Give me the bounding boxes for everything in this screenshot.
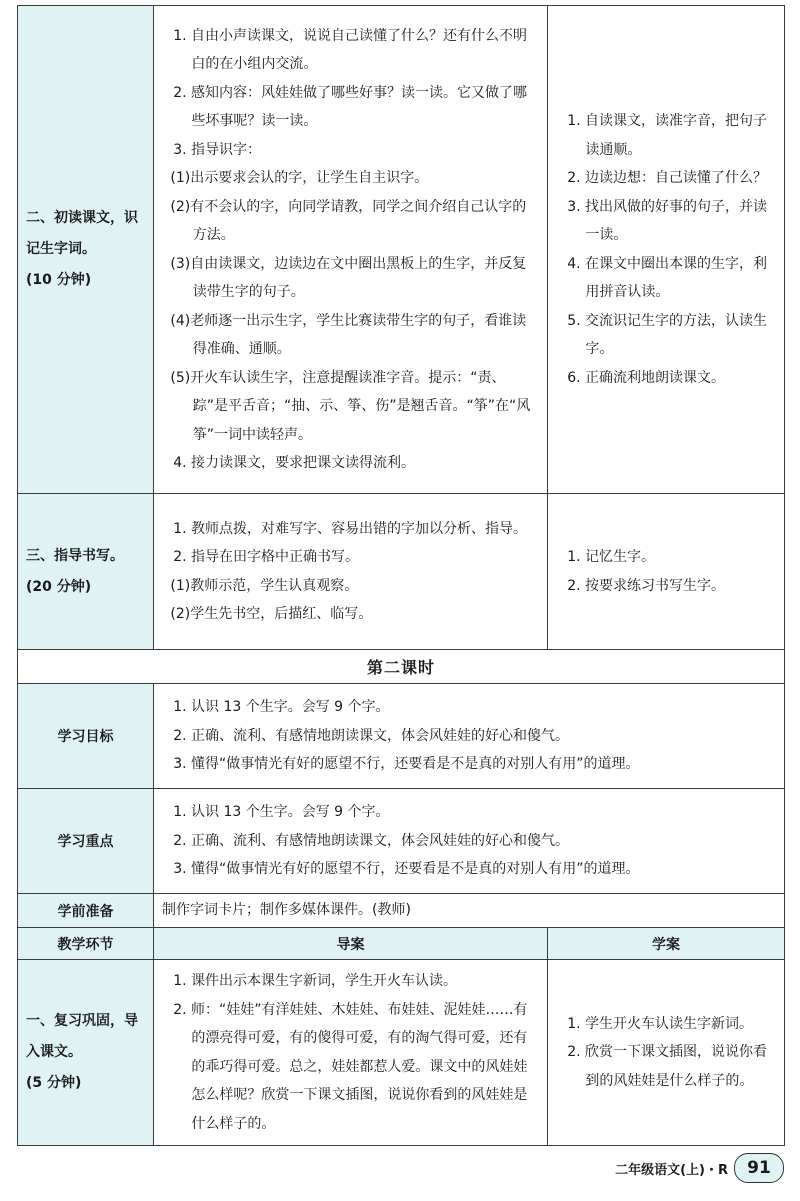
focus-label: 学习重点 bbox=[18, 789, 154, 894]
study-line: 2. 按要求练习书写生字。 bbox=[567, 577, 726, 594]
prep-row bbox=[18, 894, 785, 928]
section-2-row bbox=[18, 6, 785, 494]
focus-content bbox=[154, 789, 785, 894]
guide-line: 2. 指导在田字格中正确书写。 bbox=[173, 549, 360, 565]
focus-line: 2. 正确、流利、有感情地朗读课文，体会风娃娃的好心和傻气。 bbox=[173, 832, 570, 849]
header-guide: 导案 bbox=[154, 928, 548, 960]
study-line: 2. 边读边想：自己读懂了什么？ bbox=[567, 170, 768, 186]
study-line: 1. 自读课文，读准字音，把句子读通顺。 bbox=[567, 113, 768, 158]
lesson-2-title: 第二课时 bbox=[18, 650, 785, 684]
section-2-study bbox=[548, 6, 785, 494]
section-3-time: (20 分钟) bbox=[26, 578, 92, 595]
prep-label: 学前准备 bbox=[18, 894, 154, 928]
section-3-row bbox=[18, 494, 785, 650]
guide-subline: (1)教师示范，学生认真观察。 bbox=[170, 577, 359, 594]
guide-subline: (1)出示要求会认的字，让学生自主识字。 bbox=[170, 170, 429, 186]
page-number: 91 bbox=[734, 1153, 784, 1183]
section-1b-label bbox=[18, 960, 154, 1146]
goal-line: 3. 懂得“做事情光有好的愿望不行，还要看是不是真的对别人有用”的道理。 bbox=[173, 756, 640, 773]
lesson-plan-page bbox=[17, 5, 784, 1146]
guide-line: 1. 教师点拨，对难写字、容易出错的字加以分析、指导。 bbox=[173, 520, 528, 537]
section-1b-guide bbox=[154, 960, 548, 1146]
goal-line: 2. 正确、流利、有感情地朗读课文，体会风娃娃的好心和傻气。 bbox=[173, 727, 570, 744]
study-line: 1. 记忆生字。 bbox=[567, 549, 656, 565]
header-step: 教学环节 bbox=[18, 928, 154, 960]
guide-line: 2. 师：“娃娃”有洋娃娃、木娃娃、布娃娃、泥娃娃……有的漂亮得可爱，有的傻得可爱，有的淘气得可爱，还有的乖巧得可爱。总之，娃娃都惹人爱。课文中的风娃娃怎么样呢？欣赏一下课文插图，说说你看到的风娃娃是什么样子的。 bbox=[173, 1001, 528, 1132]
section-2-time: (10 分钟) bbox=[26, 272, 92, 288]
section-1b-row bbox=[18, 960, 785, 1146]
focus-row bbox=[18, 789, 785, 894]
goals-label: 学习目标 bbox=[18, 684, 154, 789]
prep-content: 制作字词卡片；制作多媒体课件。(教师) bbox=[154, 894, 785, 928]
header-study: 学案 bbox=[548, 928, 785, 960]
subject-label: 二年级语文(上)・R bbox=[615, 1162, 728, 1178]
section-1b-title: 一、复习巩固，导入课文。 bbox=[26, 1013, 138, 1060]
guide-line: 1. 自由小声读课文，说说自己读懂了什么？还有什么不明白的在小组内交流。 bbox=[173, 27, 528, 72]
study-line: 3. 找出风做的好事的句子，并读一读。 bbox=[567, 198, 768, 243]
guide-subline: (2)有不会认的字，向同学请教，同学之间介绍自己认字的方法。 bbox=[170, 198, 527, 243]
section-3-title: 三、指导书写。 bbox=[26, 547, 124, 564]
section-1b-study bbox=[548, 960, 785, 1146]
section-3-guide bbox=[154, 494, 548, 650]
column-header-row bbox=[18, 928, 785, 960]
guide-subline: (5)开火车认读生字，注意提醒读准字音。提示：“责、踪”是平舌音；“抽、示、筝、伤”是翘舌音。“筝”在“风筝”一词中读轻声。 bbox=[170, 369, 531, 443]
focus-line: 3. 懂得“做事情光有好的愿望不行，还要看是不是真的对别人有用”的道理。 bbox=[173, 861, 640, 878]
study-line: 6. 正确流利地朗读课文。 bbox=[567, 369, 726, 386]
goals-row bbox=[18, 684, 785, 789]
lesson-plan-table bbox=[17, 5, 785, 1146]
section-3-study bbox=[548, 494, 785, 650]
guide-subline: (2)学生先书空，后描红、临写。 bbox=[170, 606, 373, 622]
study-line: 5. 交流识记生字的方法，认读生字。 bbox=[567, 312, 768, 357]
section-2-guide bbox=[154, 6, 548, 494]
study-line: 2. 欣赏一下课文插图，说说你看到的风娃娃是什么样子的。 bbox=[567, 1044, 768, 1089]
guide-subline: (4)老师逐一出示生字，学生比赛读带生字的句子，看谁读得准确、通顺。 bbox=[170, 312, 527, 357]
section-3-label bbox=[18, 494, 154, 650]
goals-content bbox=[154, 684, 785, 789]
guide-line: 4. 接力读课文，要求把课文读得流利。 bbox=[173, 455, 416, 471]
study-line: 1. 学生开火车认读生字新词。 bbox=[567, 1015, 754, 1032]
study-line: 4. 在课文中圈出本课的生字，利用拼音认读。 bbox=[567, 255, 768, 300]
guide-line: 1. 课件出示本课生字新词，学生开火车认读。 bbox=[173, 973, 458, 989]
section-2-label bbox=[18, 6, 154, 494]
guide-subline: (3)自由读课文，边读边在文中圈出黑板上的生字，并反复读带生字的句子。 bbox=[170, 255, 527, 300]
page-footer bbox=[615, 1148, 784, 1188]
focus-line: 1. 认识 13 个生字。会写 9 个字。 bbox=[173, 804, 390, 821]
section-2-title: 二、初读课文，识记生字词。 bbox=[26, 210, 138, 257]
guide-line: 2. 感知内容：风娃娃做了哪些好事？读一读。它又做了哪些坏事呢？读一读。 bbox=[173, 84, 528, 129]
guide-line: 3. 指导识字： bbox=[173, 141, 262, 158]
section-1b-time: (5 分钟) bbox=[26, 1075, 82, 1091]
lesson-2-row bbox=[18, 650, 785, 684]
goal-line: 1. 认识 13 个生字。会写 9 个字。 bbox=[173, 699, 390, 716]
